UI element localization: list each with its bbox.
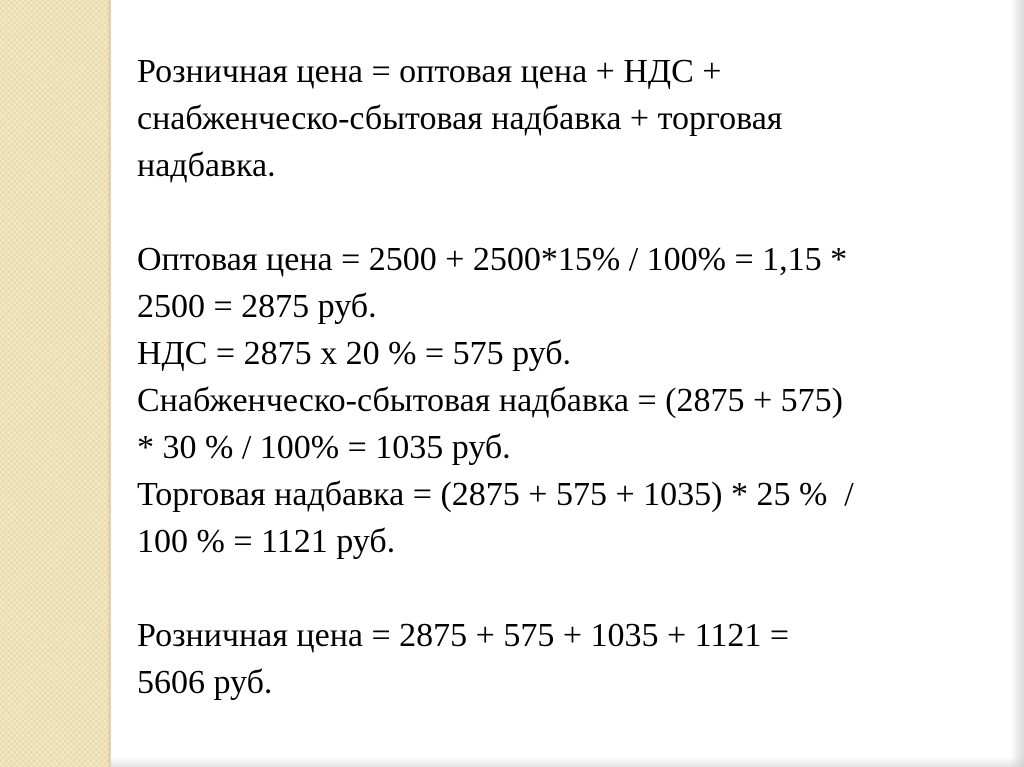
text-line: НДС = 2875 х 20 % = 575 руб. xyxy=(137,335,571,372)
text-line: 100 % = 1121 руб. xyxy=(137,523,396,560)
text-line: Снабженческо-сбытовая надбавка = (2875 + 575) xyxy=(137,382,843,419)
text-line: 5606 руб. xyxy=(137,664,273,701)
text-line: надбавка. xyxy=(137,147,276,184)
text-line: 2500 = 2875 руб. xyxy=(137,288,377,325)
slide-edge-shadow xyxy=(1010,0,1024,767)
retail-price-result-paragraph xyxy=(137,612,997,706)
slide-bottom-shadow xyxy=(111,757,1024,767)
text-line: Розничная цена = 2875 + 575 + 1035 + 1121 = xyxy=(137,617,790,654)
paragraph-gap xyxy=(137,189,997,236)
retail-price-formula-paragraph xyxy=(137,48,997,189)
decorative-side-strip xyxy=(0,0,108,767)
slide-body xyxy=(137,48,997,706)
paragraph-gap xyxy=(137,565,997,612)
text-line: Розничная цена = оптовая цена + НДС + xyxy=(137,53,722,90)
text-line: Торговая надбавка = (2875 + 575 + 1035) * 25 % / xyxy=(137,476,854,513)
text-line: * 30 % / 100% = 1035 руб. xyxy=(137,429,511,466)
side-strip-border xyxy=(108,0,111,767)
text-line: снабженческо-сбытовая надбавка + торговая xyxy=(137,100,783,137)
calculation-paragraph xyxy=(137,236,997,565)
text-line: Оптовая цена = 2500 + 2500*15% / 100% = 1,15 * xyxy=(137,241,848,278)
